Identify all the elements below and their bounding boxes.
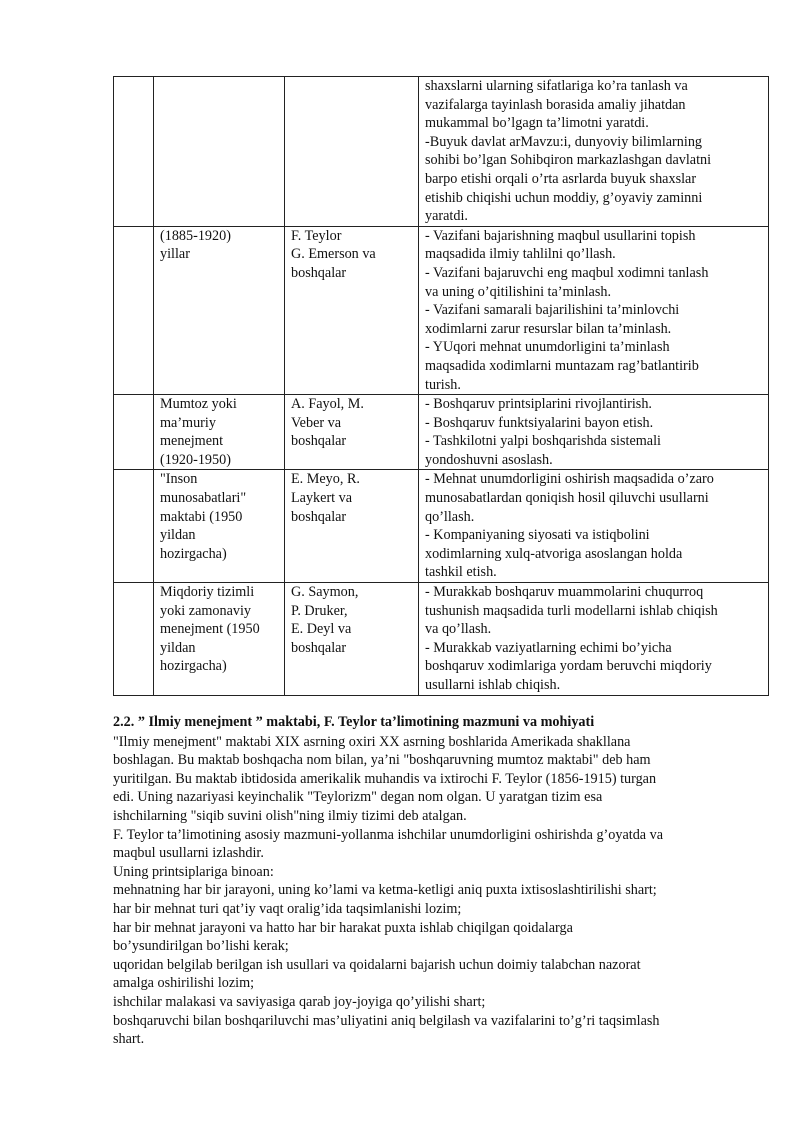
period-cell <box>154 226 285 394</box>
cell-text-line: yoki zamonaviy <box>160 602 252 619</box>
table-row <box>114 395 769 470</box>
paragraph-line: yuritilgan. Bu maktab ibtidosida amerikalik muhandis va ixtirochi F. Teylor (1856-1915) turgan <box>113 770 657 787</box>
cell-text-line: - Vazifani bajarishning maqbul usullarini topish <box>425 227 696 244</box>
cell-text-line: - Vazifani bajaruvchi eng maqbul xodimni tanlash <box>425 264 709 281</box>
cell-text-line: yaratdi. <box>425 208 468 225</box>
cell-text-line: mukammal bo’lgagn ta’limotni yaratdi. <box>425 115 649 132</box>
cell-text-line: yondoshuvni asoslash. <box>425 451 553 468</box>
management-schools-table <box>113 76 769 696</box>
paragraph-line: "Ilmiy menejment" maktabi XIX asrning oxiri XX asrning boshlarida Amerikada shakllana <box>113 733 631 750</box>
cell-text-line: E. Meyo, R. <box>291 471 360 488</box>
cell-text-line: - Vazifani samarali bajarilishini ta’minlovchi <box>425 302 680 319</box>
paragraph <box>113 863 773 882</box>
cell-text-line: ma’muriy <box>160 414 216 431</box>
cell-text-line: sohibi bo’lgan Sohibqiron markazlashgan davlatni <box>425 152 712 169</box>
content-cell <box>419 583 769 696</box>
cell-text-line: munosabatlari" <box>160 490 247 507</box>
cell-text-line: tushunish maqsadida turli modellarni ishlab chiqish <box>425 602 718 619</box>
cell-text-line: A. Fayol, M. <box>291 396 364 413</box>
section-2-2 <box>113 713 773 1049</box>
authors-cell <box>285 226 419 394</box>
cell-text-line: boshqalar <box>291 639 347 656</box>
paragraph-line: mehnatning har bir jarayoni, uning ko’lami va ketma-ketligi aniq puxta ixtisoslashtirilishi shart; <box>113 882 657 899</box>
paragraph <box>113 1012 773 1049</box>
cell-text-line: boshqaruv xodimlariga yordam beruvchi miqdoriy <box>425 658 712 675</box>
cell-text-line: (1885-1920) <box>160 227 231 244</box>
paragraph <box>113 993 773 1012</box>
paragraph-line: Uning printsiplariga binoan: <box>113 863 274 880</box>
cell-text-line: xodimlarni zarur resurslar bilan ta’minlash. <box>425 320 672 337</box>
cell-text-line: - Tashkilotni yalpi boshqarishda sistemali <box>425 433 661 450</box>
content-cell <box>419 395 769 470</box>
cell-text-line: - Boshqaruv printsiplarini rivojlantirish. <box>425 396 652 413</box>
table-row <box>114 226 769 394</box>
cell-text-line: E. Deyl va <box>291 621 352 638</box>
cell-text-line: - Kompaniyaning siyosati va istiqbolini <box>425 527 650 544</box>
row-number-cell <box>114 77 154 227</box>
cell-text-line: Veber va <box>291 414 342 431</box>
content-cell <box>419 470 769 583</box>
paragraph-line: maqbul usullarni izlashdir. <box>113 845 264 862</box>
paragraph-line: ishchilar malakasi va saviyasiga qarab joy-joyiga qo’yilishi shart; <box>113 993 486 1010</box>
paragraph <box>113 881 773 900</box>
period-cell <box>154 395 285 470</box>
paragraph-line: har bir mehnat turi qat’iy vaqt oralig’ida taqsimlanishi lozim; <box>113 900 462 917</box>
paragraph <box>113 733 773 826</box>
paragraph-line: boshlagan. Bu maktab boshqacha nom bilan, ya’ni "boshqaruvning mumtoz maktabi" deb ham <box>113 752 651 769</box>
paragraph-line: bo’ysundirilgan bo’lishi kerak; <box>113 938 289 955</box>
cell-text-line: Laykert va <box>291 490 353 507</box>
cell-text-line: turish. <box>425 376 461 393</box>
cell-text-line: (1920-1950) <box>160 451 231 468</box>
row-number-cell <box>114 226 154 394</box>
cell-text-line: qo’llash. <box>425 508 475 525</box>
cell-text-line: - Murakkab boshqaruv muammolarini chuqurroq <box>425 584 704 601</box>
cell-text-line: -Buyuk davlat arMavzu:i, dunyoviy bilimlarning <box>425 133 703 150</box>
cell-text-line: munosabatlardan qoniqish hosil qiluvchi usullarni <box>425 490 709 507</box>
cell-text-line: menejment (1950 <box>160 621 260 638</box>
paragraph-line: amalga oshirilishi lozim; <box>113 975 255 992</box>
paragraph-line: ishchilarning "siqib suvini olish"ning ilmiy tizimi deb atalgan. <box>113 807 467 824</box>
cell-text-line: maqsadida ilmiy tahlilni qo’llash. <box>425 246 616 263</box>
cell-text-line: - Mehnat unumdorligini oshirish maqsadida o’zaro <box>425 471 714 488</box>
table-body <box>114 77 769 696</box>
cell-text-line: - Murakkab vaziyatlarning echimi bo’yicha <box>425 639 672 656</box>
cell-text-line: tashkil etish. <box>425 564 497 581</box>
cell-text-line: yildan <box>160 639 196 656</box>
cell-text-line: shaxslarni ularning sifatlariga ko’ra tanlash va <box>425 78 688 94</box>
paragraph <box>113 919 773 956</box>
cell-text-line: yillar <box>160 246 190 263</box>
row-number-cell <box>114 583 154 696</box>
period-cell <box>154 77 285 227</box>
content-cell <box>419 226 769 394</box>
authors-cell <box>285 583 419 696</box>
cell-text-line: yildan <box>160 527 196 544</box>
cell-text-line: hozirgacha) <box>160 545 227 562</box>
cell-text-line: P. Druker, <box>291 602 348 619</box>
cell-text-line: barpo etishi orqali o’rta asrlarda buyuk shaxslar <box>425 170 697 187</box>
table-row <box>114 77 769 227</box>
row-number-cell <box>114 395 154 470</box>
cell-text-line: boshqalar <box>291 508 347 525</box>
paragraph-line: shart. <box>113 1031 145 1048</box>
cell-text-line: Mumtoz yoki <box>160 396 237 413</box>
cell-text-line: G. Emerson va <box>291 246 376 263</box>
cell-text-line: boshqalar <box>291 264 347 281</box>
cell-text-line: maktabi (1950 <box>160 508 243 525</box>
cell-text-line: - Boshqaruv funktsiyalarini bayon etish. <box>425 414 654 431</box>
content-cell <box>419 77 769 227</box>
cell-text-line: va uning o’qitilishini ta’minlash. <box>425 283 611 300</box>
cell-text-line: va qo’llash. <box>425 621 492 638</box>
cell-text-line: hozirgacha) <box>160 658 227 675</box>
row-number-cell <box>114 470 154 583</box>
cell-text-line: F. Teylor <box>291 227 342 244</box>
cell-text-line: menejment <box>160 433 224 450</box>
authors-cell <box>285 77 419 227</box>
section-body <box>113 733 773 1049</box>
period-cell <box>154 470 285 583</box>
cell-text-line: xodimlarning xulq-atvoriga asoslangan holda <box>425 545 683 562</box>
period-cell <box>154 583 285 696</box>
cell-text-line: vazifalarga tayinlash borasida amaliy jihatdan <box>425 96 686 113</box>
cell-text-line: Miqdoriy tizimli <box>160 584 255 601</box>
paragraph-line: uqoridan belgilab berilgan ish usullari va qoidalarni bajarish uchun doimiy talabchan nazorat <box>113 956 641 973</box>
paragraph <box>113 826 773 863</box>
authors-cell <box>285 395 419 470</box>
cell-text-line: etishib chiqishi uchun moddiy, g’oyaviy zaminni <box>425 189 703 206</box>
cell-text-line: "Inson <box>160 471 198 488</box>
cell-text-line: boshqalar <box>291 433 347 450</box>
cell-text-line: usullarni ishlab chiqish. <box>425 677 561 693</box>
cell-text-line: maqsadida xodimlarni muntazam rag’batlantirib <box>425 357 699 374</box>
paragraph-line: F. Teylor ta’limotining asosiy mazmuni-yollanma ishchilar unumdorligini oshirishda g’oyatda va <box>113 826 664 843</box>
table-row <box>114 583 769 696</box>
cell-text-line: G. Saymon, <box>291 584 359 601</box>
cell-text-line: - YUqori mehnat unumdorligini ta’minlash <box>425 339 670 356</box>
section-heading: 2.2. ” Ilmiy menejment ” maktabi, F. Teylor ta’limotining mazmuni va mohiyati <box>113 714 595 730</box>
paragraph <box>113 956 773 993</box>
table-row <box>114 470 769 583</box>
paragraph-line: edi. Uning nazariyasi keyinchalik "Teylorizm" degan nom olgan. U yaratgan tizim esa <box>113 789 603 806</box>
paragraph <box>113 900 773 919</box>
paragraph-line: boshqaruvchi bilan boshqariluvchi mas’uliyatini aniq belgilash va vazifalarini to’g’ri taqsimlash <box>113 1012 660 1029</box>
paragraph-line: har bir mehnat jarayoni va hatto har bir harakat puxta ishlab chiqilgan qoidalarga <box>113 919 573 936</box>
authors-cell <box>285 470 419 583</box>
